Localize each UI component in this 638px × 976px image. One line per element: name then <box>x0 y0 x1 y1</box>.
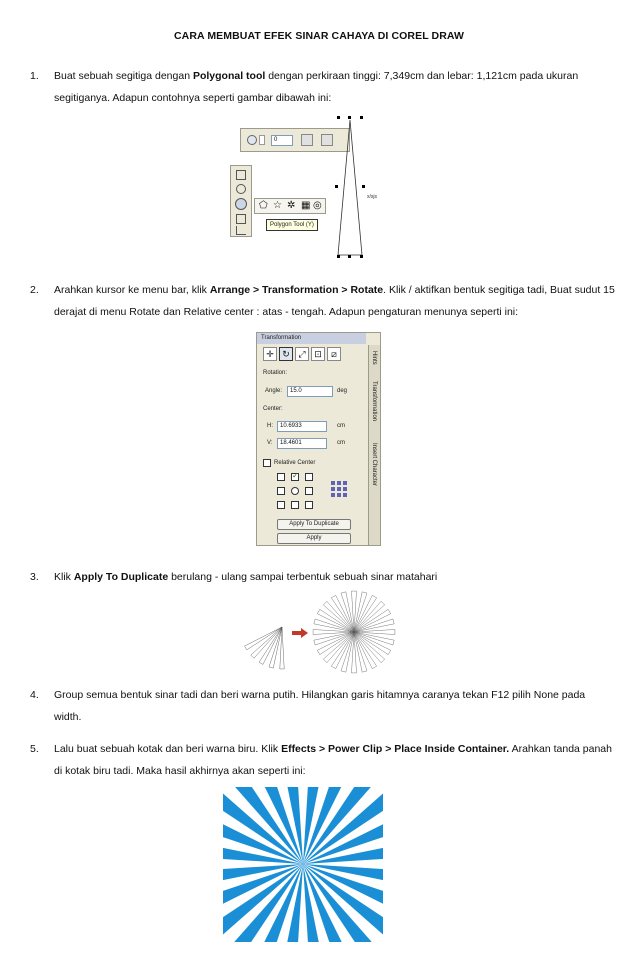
relative-center-label: Relative Center <box>274 460 316 466</box>
step-number: 5. <box>30 743 39 755</box>
tab-hints[interactable]: Hints <box>371 351 377 365</box>
rotate-icon[interactable]: ↻ <box>279 347 293 361</box>
blue-ray-square <box>223 787 383 942</box>
transformation-docker <box>256 332 381 546</box>
docker-side-tabs <box>368 345 380 545</box>
bold-term: Effects > Power Clip > Place Inside Container. <box>281 743 510 755</box>
ellipse-tool-icon[interactable] <box>236 184 246 194</box>
v-input[interactable]: 18.4601 <box>277 438 327 449</box>
preview-grid-icon <box>331 481 349 499</box>
angle-input[interactable]: 15.0 <box>287 386 333 397</box>
apply-to-duplicate-button[interactable]: Apply To Duplicate <box>277 519 351 530</box>
anchor-checkbox[interactable] <box>277 473 285 481</box>
position-icon[interactable]: ✛ <box>263 347 277 361</box>
step-text: Buat sebuah segitiga dengan Polygonal tool dengan perkiraan tinggi: 7,349cm dan lebar: 1,121cm pada ukuran segitiganya. Adapun contohnya seperti gambar dibawah ini: <box>54 70 579 104</box>
step-text: Klik Apply To Duplicate berulang - ulang sampai terbentuk sebuah sinar matahari <box>54 571 438 583</box>
spiral-icon[interactable]: ◎ <box>313 200 322 211</box>
star-icon <box>259 135 265 145</box>
step-5 <box>30 738 615 782</box>
rotation-label: Rotation: <box>263 370 288 376</box>
h-input[interactable]: 10.6933 <box>277 421 327 432</box>
anchor-checkbox[interactable] <box>291 487 299 495</box>
center-label: Center: <box>263 406 283 412</box>
spiral-tool-icon[interactable] <box>236 214 246 224</box>
size-icon[interactable]: ⊡ <box>311 347 325 361</box>
h-unit: cm <box>337 423 345 429</box>
selection-label: x/sjs <box>367 194 377 200</box>
step-3 <box>30 566 615 588</box>
step-number: 1. <box>30 70 39 82</box>
bold-term: Polygonal tool <box>192 70 266 82</box>
anchor-checkbox[interactable] <box>305 487 313 495</box>
step-number: 2. <box>30 284 39 296</box>
star-icon[interactable]: ☆ <box>273 200 282 211</box>
step-text: Lalu buat sebuah kotak dan beri warna biru. Klik Effects > Power Clip > Place Inside Container. Arahkan tanda panah di kotak biru tadi. Maka hasil akhirnya akan seperti ini: <box>54 743 612 777</box>
transform-mode-buttons <box>263 347 343 363</box>
anchor-checkbox[interactable] <box>305 473 313 481</box>
document-title: CARA MEMBUAT EFEK SINAR CAHAYA DI COREL DRAW <box>173 30 465 42</box>
anchor-checkbox[interactable] <box>291 501 299 509</box>
toolbox <box>230 165 252 237</box>
shape-tool-icon[interactable] <box>236 226 246 235</box>
graph-paper-icon[interactable]: ▦ <box>301 200 311 211</box>
angle-label: Angle: <box>265 388 283 394</box>
anchor-checkbox-checked[interactable]: ✓ <box>292 471 299 480</box>
step-1 <box>30 65 615 109</box>
step-2 <box>30 279 615 323</box>
apply-button[interactable]: Apply <box>277 533 351 544</box>
bold-term: Arrange > Transformation > Rotate <box>209 284 384 296</box>
partial-fan <box>236 625 286 670</box>
scale-icon[interactable]: ⤢ <box>295 347 309 361</box>
polygon-icon[interactable]: ⬠ <box>259 200 268 211</box>
arrow-icon <box>292 628 308 638</box>
bold-term: Apply To Duplicate <box>73 571 169 583</box>
v-label: V: <box>267 440 273 446</box>
docker-title: Transformation <box>257 333 366 344</box>
points-input[interactable]: 0 <box>271 135 293 146</box>
toolbar-icon[interactable] <box>301 134 313 146</box>
polygon-icon <box>247 135 257 145</box>
step-number: 4. <box>30 689 39 701</box>
figure-rotation-result <box>236 590 436 675</box>
sunburst <box>312 590 396 674</box>
h-label: H: <box>267 423 273 429</box>
anchor-checkbox[interactable] <box>305 501 313 509</box>
v-unit: cm <box>337 440 345 446</box>
polygon-flyout <box>254 198 326 214</box>
anchor-checkbox[interactable] <box>277 501 285 509</box>
tab-insert-character[interactable]: Insert Character <box>371 443 377 487</box>
figure-polygon-tool <box>230 110 400 265</box>
tooltip: Polygon Tool (Y) <box>266 219 318 231</box>
tall-triangle <box>330 110 390 265</box>
tab-transformation[interactable]: Transformation <box>371 381 377 422</box>
complex-star-icon[interactable]: ✲ <box>287 200 296 211</box>
step-number: 3. <box>30 571 39 583</box>
step-text: Group semua bentuk sinar tadi dan beri warna putih. Hilangkan garis hitamnya caranya tekan F12 pilih None pada width. <box>54 689 586 723</box>
rectangle-tool-icon[interactable] <box>236 170 246 180</box>
step-text: Arahkan kursor ke menu bar, klik Arrange > Transformation > Rotate. Klik / aktifkan bentuk segitiga tadi, Buat sudut 15 derajat di menu Rotate dan Relative center : atas - tengah. Adapun pengaturan menunya seperti ini: <box>54 284 615 318</box>
angle-unit: deg <box>337 388 348 394</box>
step-4 <box>30 684 615 728</box>
anchor-checkbox[interactable] <box>277 487 285 495</box>
skew-icon[interactable]: ⧄ <box>327 347 341 361</box>
relative-center-checkbox[interactable] <box>263 459 271 467</box>
polygon-tool-icon[interactable] <box>235 198 247 210</box>
